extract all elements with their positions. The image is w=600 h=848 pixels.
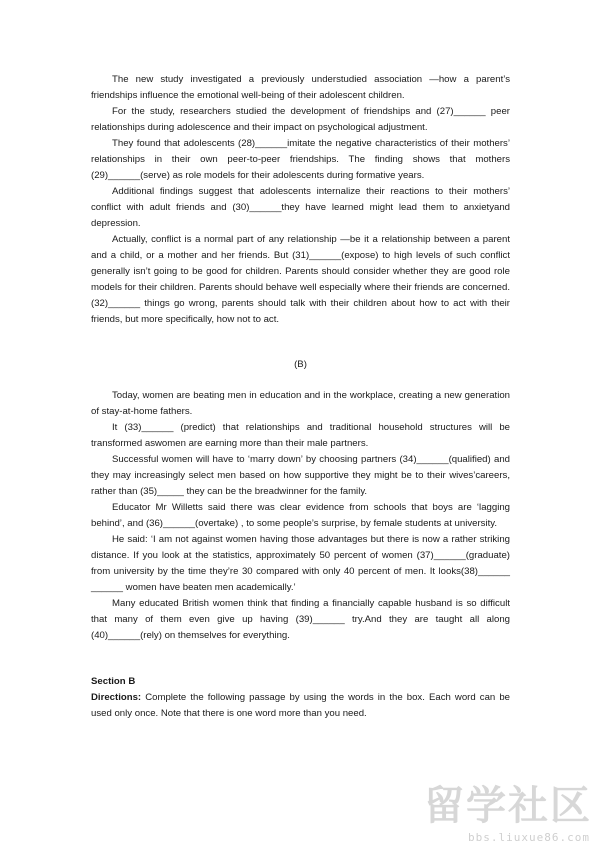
- section-b: [91, 674, 510, 722]
- watermark-url: bbs.liuxue86.com: [468, 831, 590, 844]
- passage-b-paragraph-3: Successful women will have to ‘marry down’ by choosing partners (34)______(qualified) and they may increasingly select men based on how supportive they might be to their wives’careers, rather than (35)_____ they can be the breadwinner for the family.: [91, 454, 510, 497]
- passage-a-paragraph-1: The new study investigated a previously understudied association —how a parent’s friendships influence the emotional well-being of their adolescent children.: [91, 74, 510, 101]
- passage-a-paragraph-4: Additional findings suggest that adolescents internalize their reactions to their mothers’ conflict with adult friends and (30)______they have learned might lead them to anxietyand depression.: [91, 186, 510, 229]
- passage-b-paragraph-5: He said: ‘I am not against women having those advantages but there is now a rather striking distance. If you look at the statistics, approximately 50 percent of women (37)______(graduate) from university by the time they’re 30 compared with only 40 percent of men. It looks(38)______ ______ women have beaten men academically.’: [91, 534, 510, 593]
- passage-b: [91, 388, 510, 644]
- passage-b-paragraph-6: Many educated British women think that finding a financially capable husband is so difficult that many of them even give up having (39)______ try.And they are taught all along (40)______(rely) on themselves for everything.: [91, 598, 510, 641]
- directions-text: Complete the following passage by using the words in the box. Each word can be used only once. Note that there is one word more than you need.: [91, 692, 510, 719]
- passage-a-paragraph-2: For the study, researchers studied the development of friendships and (27)______ peer relationships during adolescence and their impact on psychological adjustment.: [91, 106, 510, 133]
- directions-label: Directions:: [91, 692, 142, 703]
- site-watermark: [412, 784, 592, 844]
- watermark-logo-text: 留学社区: [424, 783, 592, 829]
- section-b-directions: [91, 690, 510, 722]
- passage-a: [91, 72, 510, 328]
- passage-b-paragraph-4: Educator Mr Willetts said there was clear evidence from schools that boys are ‘lagging behind’, and (36)______(overtake) , to some people’s surprise, by female students at university.: [91, 502, 510, 529]
- section-b-heading: Section B: [91, 676, 136, 687]
- passage-b-paragraph-1: Today, women are beating men in education and in the workplace, creating a new generation of stay-at-home fathers.: [91, 390, 510, 417]
- passage-b-paragraph-2: It (33)______ (predict) that relationships and traditional household structures will be transformed aswomen are earning more than their male partners.: [91, 422, 510, 449]
- passage-a-paragraph-5: Actually, conflict is a normal part of any relationship —be it a relationship between a parent and a child, or a mother and her friends. But (31)______(expose) to high levels of such conflict generally isn’t going to be good for children. Parents should consider whether they are good role models for their children. Parents should behave well especially where their friends are concerned. (32)______ things go wrong, parents should talk with their children about how to act with their friends, but more specifically, how not to act.: [91, 234, 510, 325]
- passage-a-paragraph-3: They found that adolescents (28)______imitate the negative characteristics of their mothers’ relationships in their own peer-to-peer friendships. The finding shows that mothers (29)______(serve) as role models for their adolescents during formative years.: [91, 138, 510, 181]
- passage-b-label: (B): [294, 359, 307, 370]
